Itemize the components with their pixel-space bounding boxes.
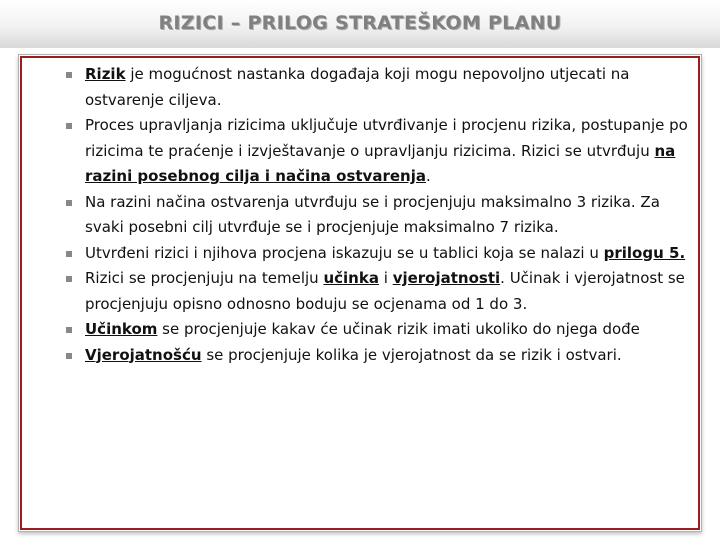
list-item bbox=[66, 241, 696, 267]
emphasis-ucinka: učinka bbox=[323, 269, 379, 287]
square-bullet-icon bbox=[66, 251, 72, 257]
bullet-text: je mogućnost nastanka događaja koji mogu nepovoljno utjecati na ostvarenje ciljeva. bbox=[85, 65, 630, 109]
emphasis-prilog: prilogu 5. bbox=[603, 243, 686, 262]
bullet-text: Utvrđeni rizici i njihova procjena iskazuju se u tablici koja se nalazi u bbox=[85, 243, 604, 262]
term-rizik: Rizik bbox=[85, 65, 126, 83]
list-item bbox=[66, 113, 696, 190]
bullet-text: Rizici se procjenjuju na temelju bbox=[85, 269, 324, 287]
emphasis-text: na razini posebnog cilja i načina ostvarenja bbox=[85, 141, 676, 185]
list-item bbox=[66, 343, 696, 369]
slide-title: RIZICI – PRILOG STRATEŠKOM PLANU bbox=[158, 12, 562, 34]
bullet-text: se procjenjuje kakav će učinak rizik imati ukoliko do njega dođe bbox=[157, 320, 640, 338]
square-bullet-icon bbox=[66, 72, 72, 78]
term-ucinkom: Učinkom bbox=[85, 320, 158, 338]
list-item bbox=[66, 190, 696, 241]
square-bullet-icon bbox=[66, 276, 72, 282]
bullet-text-tail: . Učinak i vjerojatnost se procjenjuju opisno odnosno boduju se ocjenama od 1 do 3. bbox=[85, 269, 685, 313]
bullet-text: Na razini načina ostvarenja utvrđuju se i procjenjuju maksimalno 3 rizika. Za svaki posebni cilj utvrđuje se i procjenjuje maksimalno 7 rizika. bbox=[85, 192, 660, 236]
bullet-text-tail: . bbox=[425, 167, 431, 185]
bullet-text: se procjenjuje kolika je vjerojatnost da se rizik i ostvari. bbox=[201, 345, 622, 364]
list-item bbox=[66, 62, 696, 113]
bullet-text: Proces upravljanja rizicima uključuje utvrđivanje i procjenu rizika, postupanje po rizicima te praćenje i izvještavanje o upravljanju rizicima. Rizici se utvrđuju bbox=[85, 116, 688, 160]
square-bullet-icon bbox=[66, 123, 72, 129]
list-item bbox=[66, 317, 696, 343]
bullet-list bbox=[66, 62, 696, 368]
bullet-text-mid: i bbox=[378, 269, 393, 287]
term-vjerojatnoscu: Vjerojatnošću bbox=[85, 345, 202, 364]
list-item bbox=[66, 266, 696, 317]
emphasis-vjerojatnosti: vjerojatnosti bbox=[392, 269, 501, 287]
square-bullet-icon bbox=[66, 353, 72, 359]
square-bullet-icon bbox=[66, 327, 72, 333]
square-bullet-icon bbox=[66, 200, 72, 206]
title-band bbox=[0, 0, 720, 48]
